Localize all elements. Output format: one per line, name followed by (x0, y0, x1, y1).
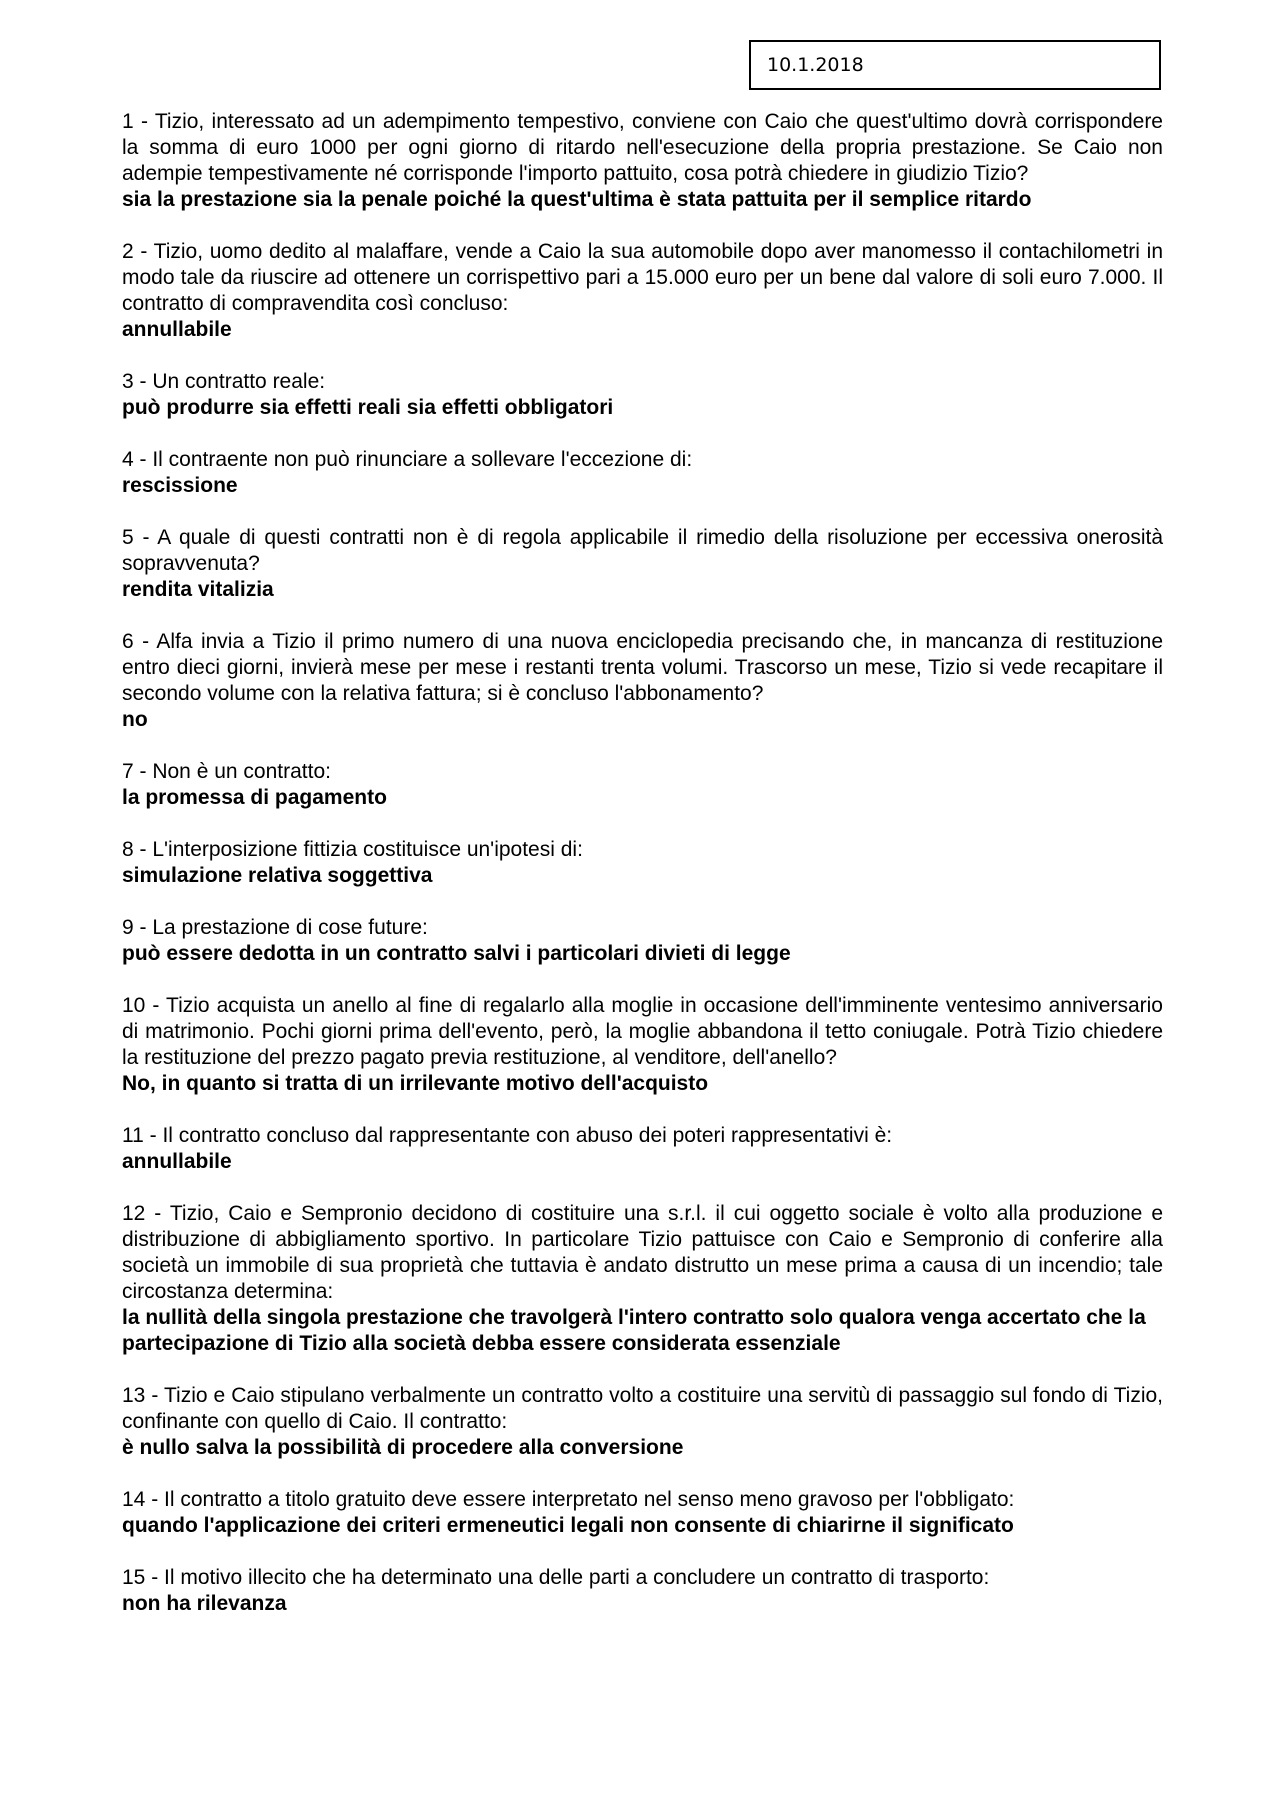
question-item-7 (122, 759, 1163, 811)
question-item-1 (122, 109, 1163, 213)
question-item-10 (122, 993, 1163, 1097)
answer-text: può essere dedotta in un contratto salvi i particolari divieti di legge (122, 942, 791, 965)
question-item-4 (122, 447, 1163, 499)
answer-text: annullabile (122, 1150, 232, 1173)
question-text: 14 - Il contratto a titolo gratuito deve essere interpretato nel senso meno gravoso per l'obbligato: (122, 1488, 1015, 1511)
question-item-12 (122, 1201, 1163, 1357)
question-text: 3 - Un contratto reale: (122, 370, 326, 393)
date-box (749, 40, 1161, 90)
question-text: 11 - Il contratto concluso dal rappresentante con abuso dei poteri rappresentativi è: (122, 1124, 893, 1147)
question-item-8 (122, 837, 1163, 889)
question-text: 12 - Tizio, Caio e Sempronio decidono di costituire una s.r.l. il cui oggetto sociale è volto alla produzione e distribuzione di abbigliamento sportivo. In particolare Tizio pattuisce con Caio e Sempronio di conferire alla società un immobile di sua proprietà che tuttavia è andato distrutto un mese prima a causa di un incendio; tale circostanza determina: (122, 1202, 1163, 1303)
answer-text: la promessa di pagamento (122, 786, 387, 809)
answer-text: è nullo salva la possibilità di procedere alla conversione (122, 1436, 684, 1459)
answer-text: rescissione (122, 474, 238, 497)
question-item-14 (122, 1487, 1163, 1539)
question-item-13 (122, 1383, 1163, 1461)
answer-text: annullabile (122, 318, 232, 341)
question-item-3 (122, 369, 1163, 421)
answer-text: rendita vitalizia (122, 578, 274, 601)
question-item-6 (122, 629, 1163, 733)
question-text: 2 - Tizio, uomo dedito al malaffare, vende a Caio la sua automobile dopo aver manomesso il contachilometri in modo tale da riuscire ad ottenere un corrispettivo pari a 15.000 euro per un bene dal valore di soli euro 7.000. Il contratto di compravendita così concluso: (122, 240, 1163, 315)
question-item-9 (122, 915, 1163, 967)
answer-text: simulazione relativa soggettiva (122, 864, 433, 887)
question-item-5 (122, 525, 1163, 603)
answer-text: la nullità della singola prestazione che travolgerà l'intero contratto solo qualora venga accertato che la partecipazione di Tizio alla società debba essere considerata essenziale (122, 1306, 1146, 1355)
answer-text: quando l'applicazione dei criteri ermeneutici legali non consente di chiarirne il significato (122, 1514, 1014, 1537)
question-text: 7 - Non è un contratto: (122, 760, 331, 783)
question-item-15 (122, 1565, 1163, 1617)
question-text: 9 - La prestazione di cose future: (122, 916, 428, 939)
question-text: 1 - Tizio, interessato ad un adempimento tempestivo, conviene con Caio che quest'ultimo dovrà corrispondere la somma di euro 1000 per ogni giorno di ritardo nell'esecuzione della propria prestazione. Se Caio non adempie tempestivamente né corrisponde l'importo pattuito, cosa potrà chiedere in giudizio Tizio? (122, 110, 1163, 185)
answer-text: può produrre sia effetti reali sia effetti obbligatori (122, 396, 614, 419)
question-text: 4 - Il contraente non può rinunciare a sollevare l'eccezione di: (122, 448, 693, 471)
question-text: 13 - Tizio e Caio stipulano verbalmente un contratto volto a costituire una servitù di passaggio sul fondo di Tizio, confinante con quello di Caio. Il contratto: (122, 1384, 1163, 1433)
answer-text: sia la prestazione sia la penale poiché la quest'ultima è stata pattuita per il semplice ritardo (122, 188, 1032, 211)
question-text: 6 - Alfa invia a Tizio il primo numero di una nuova enciclopedia precisando che, in mancanza di restituzione entro dieci giorni, invierà mese per mese i restanti trenta volumi. Trascorso un mese, Tizio si vede recapitare il secondo volume con la relativa fattura; si è concluso l'abbonamento? (122, 630, 1163, 705)
question-text: 5 - A quale di questi contratti non è di regola applicabile il rimedio della risoluzione per eccessiva onerosità sopravvenuta? (122, 526, 1163, 575)
question-item-2 (122, 239, 1163, 343)
question-item-11 (122, 1123, 1163, 1175)
document-date: 10.1.2018 (767, 54, 864, 76)
answer-text: No, in quanto si tratta di un irrilevante motivo dell'acquisto (122, 1072, 709, 1095)
answer-text: non ha rilevanza (122, 1592, 287, 1615)
question-list (122, 109, 1163, 1643)
question-text: 15 - Il motivo illecito che ha determinato una delle parti a concludere un contratto di trasporto: (122, 1566, 990, 1589)
question-text: 8 - L'interposizione fittizia costituisce un'ipotesi di: (122, 838, 583, 861)
answer-text: no (122, 708, 148, 731)
question-text: 10 - Tizio acquista un anello al fine di regalarlo alla moglie in occasione dell'imminente ventesimo anniversario di matrimonio. Pochi giorni prima dell'evento, però, la moglie abbandona il tetto coniugale. Potrà Tizio chiedere la restituzione del prezzo pagato previa restituzione, al venditore, dell'anello? (122, 994, 1163, 1069)
